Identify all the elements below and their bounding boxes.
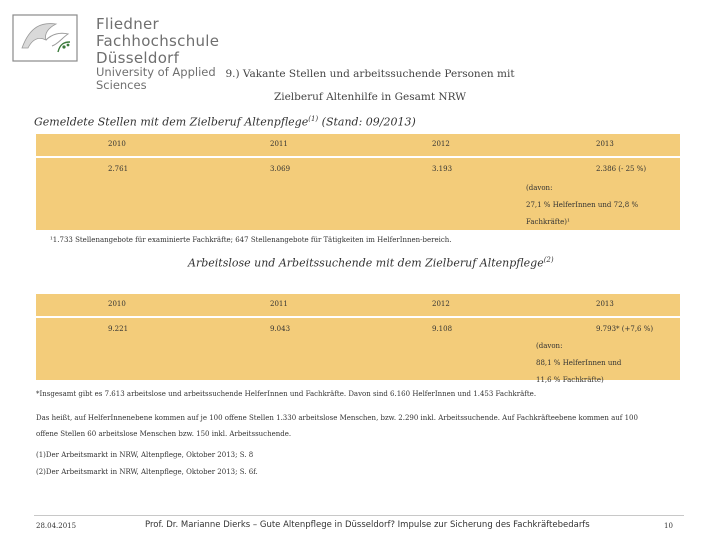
logo-text xyxy=(96,16,252,92)
value-cell: 2.386 (- 25 %) xyxy=(596,165,647,173)
footer-divider xyxy=(34,515,684,516)
logo-line-3: University of Applied Sciences xyxy=(96,65,216,92)
table-header-row xyxy=(36,134,680,156)
breakdown-line: (davon: xyxy=(526,184,553,192)
note-ratio-line-2: offene Stellen 60 arbeitslose Menschen bzw. 150 inkl. Arbeitssuchende. xyxy=(36,430,292,438)
unemployed-table xyxy=(36,294,680,384)
source-reference-1: (1)Der Arbeitsmarkt in NRW, Altenpflege, Oktober 2013; S. 8 xyxy=(36,451,254,459)
footer-title: Prof. Dr. Marianne Dierks – Gute Altenpflege in Düsseldorf? Impulse zur Sicherung des Fachkräftebedarfs xyxy=(145,520,590,530)
slide-title-line-1: 9.) Vakante Stellen und arbeitssuchende Personen mit xyxy=(225,68,515,80)
year-cell: 2012 xyxy=(432,140,450,148)
heading-footnote-ref: (1) xyxy=(308,115,319,123)
dove-logo-icon xyxy=(12,14,78,62)
table-header-row xyxy=(36,294,680,316)
heading-suffix: (Stand: 09/2013) xyxy=(318,115,416,129)
value-breakdown xyxy=(536,338,621,389)
value-cell: 9.108 xyxy=(432,325,453,333)
value-cell: 3.069 xyxy=(270,165,291,173)
breakdown-line: 88,1 % HelferInnen und xyxy=(536,359,622,367)
note-total: *Insgesamt gibt es 7.613 arbeitslose und arbeitssuchende HelferInnen und Fachkräfte. Davon sind 6.160 HelferInnen und 1.453 Fachkräfte. xyxy=(36,390,537,398)
breakdown-line: (davon: xyxy=(536,342,563,350)
logo-line-1: Fliedner Fachhochschule xyxy=(96,15,220,50)
value-breakdown xyxy=(526,180,638,231)
year-cell: 2011 xyxy=(270,300,288,308)
slide-title-line-2: Zielberuf Altenhilfe in Gesamt NRW xyxy=(273,91,467,103)
source-reference-2: (2)Der Arbeitsmarkt in NRW, Altenpflege, Oktober 2013; S. 6f. xyxy=(36,468,258,476)
logo-line-2: Düsseldorf xyxy=(96,49,180,67)
table-value-row xyxy=(36,158,680,230)
page-number: 10 xyxy=(664,522,673,530)
year-cell: 2012 xyxy=(432,300,450,308)
value-cell: 2.761 xyxy=(108,165,129,173)
breakdown-line: 11,6 % Fachkräfte) xyxy=(536,376,604,384)
note-ratio-line-1: Das heißt, auf HelferInnenebene kommen auf je 100 offene Stellen 1.330 arbeitslose Menschen, bzw. 2.290 inkl. Arbeitssuchende. Auf Fachkräfteebene kommen auf 100 xyxy=(36,414,638,422)
value-cell: 9.221 xyxy=(108,325,129,333)
table-value-row xyxy=(36,318,680,384)
university-logo xyxy=(12,14,252,92)
value-cell: 9.043 xyxy=(270,325,291,333)
year-cell: 2011 xyxy=(270,140,288,148)
heading-text: Gemeldete Stellen mit dem Zielberuf Altenpflege xyxy=(34,115,309,129)
heading-footnote-ref: (2) xyxy=(543,256,554,264)
section-heading-vacancies xyxy=(34,115,416,129)
value-cell: 9.793* (+7,6 %) xyxy=(596,325,654,333)
heading-text: Arbeitslose und Arbeitssuchende mit dem Zielberuf Altenpflege xyxy=(188,256,544,270)
year-cell: 2010 xyxy=(108,140,126,148)
footer-date: 28.04.2015 xyxy=(36,522,77,530)
footnote-vacancies: ¹1.733 Stellenangebote für examinierte Fachkräfte; 647 Stellenangebote für Tätigkeiten im HelferInnen-bereich. xyxy=(50,236,452,244)
section-heading-unemployed xyxy=(188,256,554,270)
breakdown-line: Fachkräfte)¹ xyxy=(526,218,570,226)
breakdown-line: 27,1 % HelferInnen und 72,8 % xyxy=(526,201,639,209)
year-cell: 2013 xyxy=(596,300,614,308)
year-cell: 2013 xyxy=(596,140,614,148)
vacancies-table xyxy=(36,134,680,230)
value-cell: 3.193 xyxy=(432,165,453,173)
year-cell: 2010 xyxy=(108,300,126,308)
